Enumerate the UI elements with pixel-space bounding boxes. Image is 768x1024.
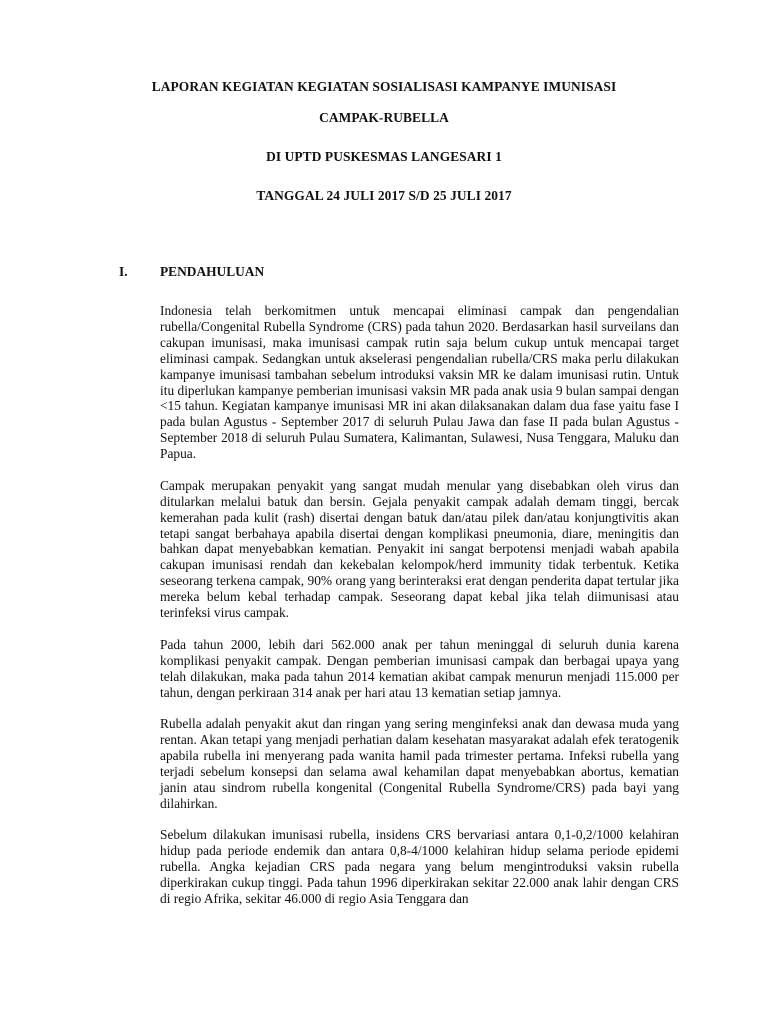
body-text [160, 303, 679, 923]
paragraph: Rubella adalah penyakit akut dan ringan yang sering menginfeksi anak dan dewasa muda yang rentan. Akan tetapi yang menjadi perhatian dalam kesehatan masyarakat adalah efek teratogenik apabila rubella ini menyerang pada wanita hamil pada trimester pertama. Infeksi rubella yang terjadi sebelum konsepsi dan selama awal kehamilan dapat menyebabkan abortus, kematian janin atau sindrom rubella kongenital (Congenital Rubella Syndrome/CRS) pada bayi yang dilahirkan. [160, 716, 679, 811]
report-title-line-2: CAMPAK-RUBELLA [319, 110, 449, 125]
paragraph: Indonesia telah berkomitmen untuk mencapai eliminasi campak dan pengendalian rubella/Congenital Rubella Syndrome (CRS) pada tahun 2020. Berdasarkan hasil surveilans dan cakupan imunisasi, maka imunisasi campak rutin saja belum cukup untuk mencapai target eliminasi campak. Sedangkan untuk akselerasi pengendalian rubella/CRS maka perlu dilakukan kampanye imunisasi tambahan sebelum introduksi vaksin MR ke dalam imunisasi rutin. Untuk itu diperlukan kampanye pemberian imunisasi vaksin MR pada anak usia 9 bulan sampai dengan <15 tahun. Kegiatan kampanye imunisasi MR ini akan dilaksanakan dalam dua fase yaitu fase I pada bulan Agustus - September 2017 di seluruh Pulau Jawa dan fase II pada bulan Agustus - September 2018 di seluruh Pulau Sumatera, Kalimantan, Sulawesi, Nusa Tenggara, Maluku dan Papua. [160, 303, 679, 462]
report-title-line-1: LAPORAN KEGIATAN KEGIATAN SOSIALISASI KAMPANYE IMUNISASI [151, 79, 617, 94]
report-title-line-3: DI UPTD PUSKESMAS LANGESARI 1 [266, 149, 502, 164]
paragraph: Sebelum dilakukan imunisasi rubella, insidens CRS bervariasi antara 0,1-0,2/1000 kelahiran hidup pada periode endemik dan antara 0,8-4/1000 kelahiran hidup selama periode epidemi rubella. Angka kejadian CRS pada negara yang belum mengintroduksi vaksin rubella diperkirakan cukup tinggi. Pada tahun 1996 diperkirakan sekitar 22.000 anak lahir dengan CRS di regio Afrika, sekitar 46.000 di regio Asia Tenggara dan [160, 827, 679, 907]
paragraph: Campak merupakan penyakit yang sangat mudah menular yang disebabkan oleh virus dan ditularkan melalui batuk dan bersin. Gejala penyakit campak adalah demam tinggi, bercak kemerahan pada kulit (rash) disertai dengan batuk dan/atau pilek dan/atau konjungtivitis akan tetapi sangat berbahaya apabila disertai dengan komplikasi pneumonia, diare, meningitis dan bahkan dapat menyebabkan kematian. Penyakit ini sangat berpotensi menjadi wabah apabila cakupan imunisasi rendah dan kekebalan kelompok/herd immunity tidak terbentuk. Ketika seseorang terkena campak, 90% orang yang berinteraksi erat dengan penderita dapat tertular jika mereka belum kebal terhadap campak. Seseorang dapat kebal jika telah diimunisasi atau terinfeksi virus campak. [160, 477, 679, 621]
report-title-line-4: TANGGAL 24 JULI 2017 S/D 25 JULI 2017 [256, 188, 512, 203]
section-title: PENDAHULUAN [160, 264, 265, 279]
section-number: I. [119, 264, 128, 279]
paragraph: Pada tahun 2000, lebih dari 562.000 anak per tahun meninggal di seluruh dunia karena komplikasi penyakit campak. Dengan pemberian imunisasi campak dan berbagai upaya yang telah dilakukan, maka pada tahun 2014 kematian akibat campak menurun menjadi 115.000 per tahun, dengan perkiraan 314 anak per hari atau 13 kematian setiap jamnya. [160, 636, 679, 700]
